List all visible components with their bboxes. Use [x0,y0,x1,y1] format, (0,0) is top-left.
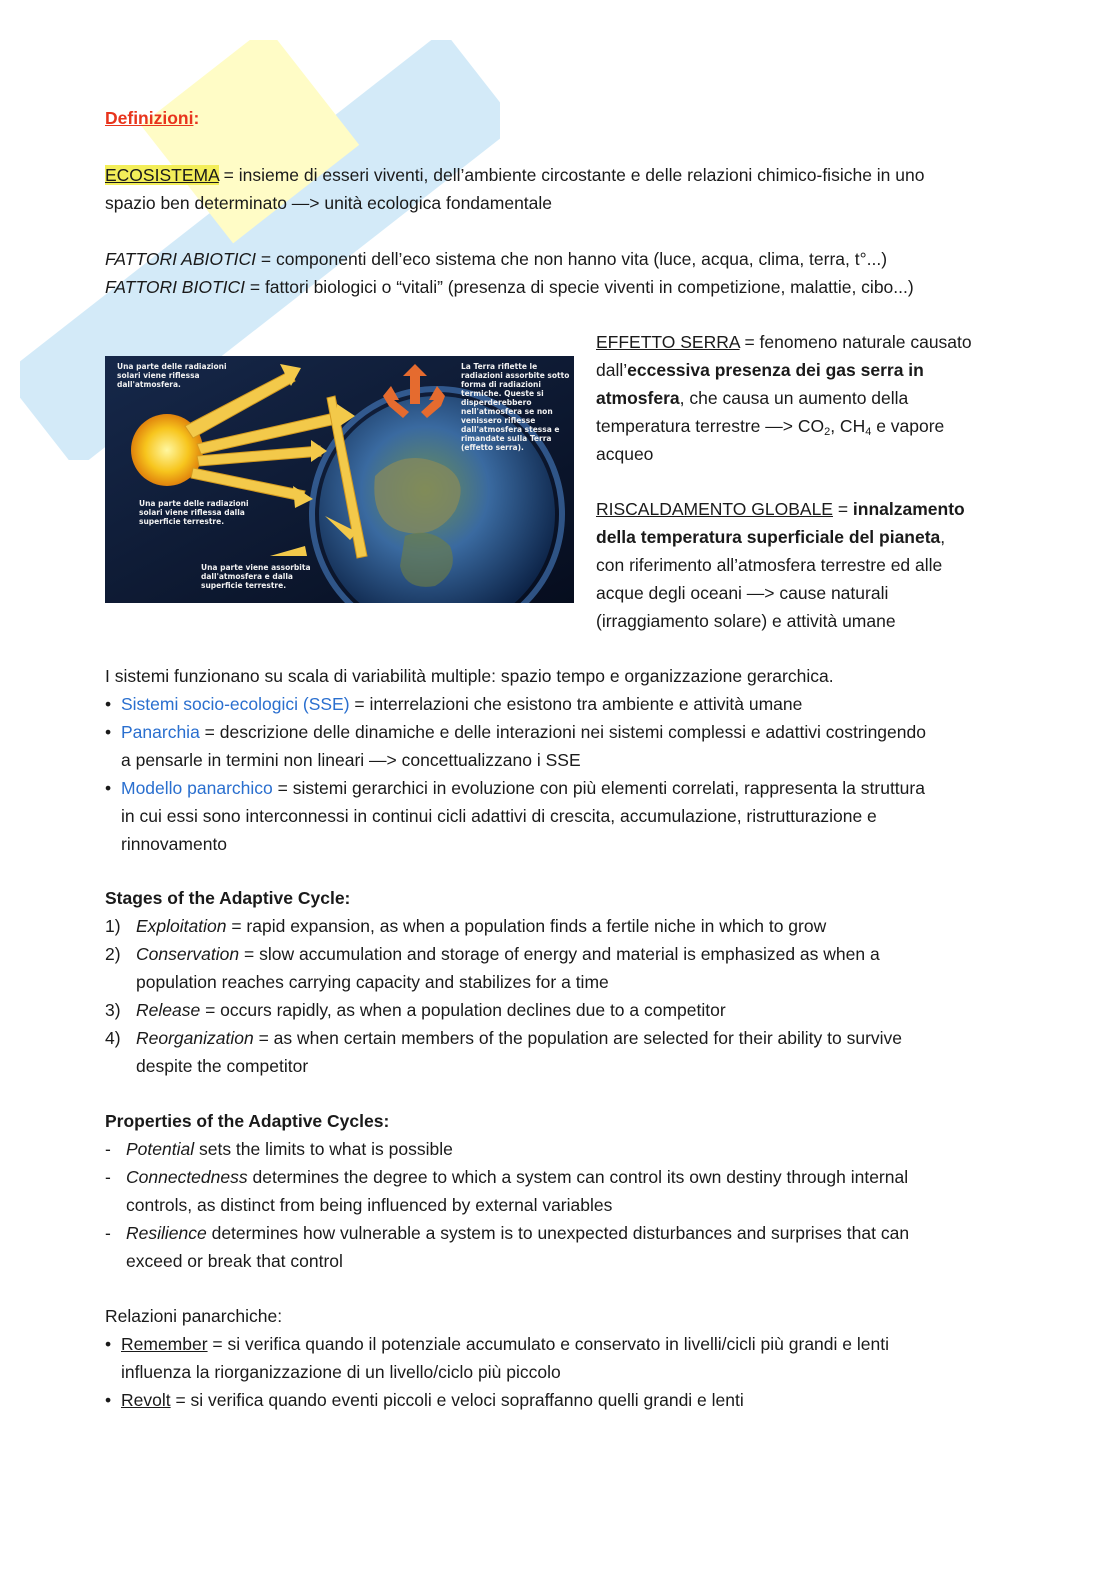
riscaldamento-term: RISCALDAMENTO GLOBALE [596,499,833,519]
dash-icon: - [105,1223,111,1243]
relazioni-list [105,1330,1000,1414]
riscaldamento-globale-definition: RISCALDAMENTO GLOBALE = innalzamento della temperatura superficiale del pianeta, con riferimento all’atmosfera terrestre ed alle acque degli oceani —> cause naturali (irraggiamento solare) e attività umane [596,499,965,631]
fattori-definitions: FATTORI ABIOTICI = componenti dell’eco sistema che non hanno vita (luce, acqua, clima, terra, t°...) FATTORI BIOTICI = fattori biologici o “vitali” (presenza di specie viventi in competizione, malattie, cibo...) [105,249,914,297]
list-item: • Modello panarchico = sistemi gerarchici in evoluzione con più elementi correlati, rappresenta la struttura in cui essi sono interconnessi in continui cicli adattivi di crescita, accumulazione, ristrutturazione e rinnovamento [105,774,1000,858]
sistemi-list [105,690,1000,858]
list-item: 1) Exploitation = rapid expansion, as when a population finds a fertile niche in which to grow [105,916,827,936]
caption-bottom: Una parte viene assorbita dall'atmosfera e dalla superficie terrestre. [201,563,311,590]
relazioni-section [105,1302,1000,1414]
sistemi-section [105,662,1000,858]
list-item: - Potential sets the limits to what is possible [105,1135,1000,1163]
list-item: • Panarchia = descrizione delle dinamiche e delle interazioni nei sistemi complessi e adattivi costringendo a pensarle in termini non lineari —> concettualizzano i SSE [105,718,1000,774]
effetto-serra-definition: EFFETTO SERRA = fenomeno naturale causato dall’eccessiva presenza dei gas serra in atmosfera, che causa un aumento della temperatura terrestre —> $CO_2$, $CH_4$ e vapore acqueo [596,332,972,464]
stages-heading: Stages of the Adaptive Cycle: [105,888,351,908]
page-title: Definizioni: [105,108,200,128]
properties-list [105,1135,1000,1275]
list-item: 3) Release = occurs rapidly, as when a population declines due to a competitor [105,1000,726,1020]
list-item: 4) Reorganization = as when certain members of the population are selected for their ability to survive despite the competitor [105,1028,903,1076]
stages-list [105,912,1000,1080]
list-item: - Connectedness determines the degree to which a system can control its own destiny through internal controls, as distinct from being influenced by external variables [105,1163,1000,1219]
caption-top-right: La Terra riflette le radiazioni assorbite sotto forma di radiazioni termiche. Queste si disperderebbero nell'atmosfera se non venissero riflesse dall'atmosfera stessa e rimandate sulla Terra (effetto serra). [461,362,570,452]
dash-icon: - [105,1167,111,1187]
list-item: • Remember = si verifica quando il potenziale accumulato e conservato in livelli/cicli più grandi e lenti influenza la riorganizzazione di un livello/ciclo più piccolo [105,1330,1000,1386]
bullet-icon: • [105,1390,112,1410]
bullet-icon: • [105,722,112,742]
bullet-icon: • [105,694,112,714]
relazioni-heading: Relazioni panarchiche: [105,1306,283,1326]
list-item: 2) Conservation = slow accumulation and storage of energy and material is emphasized as when a population reaches carrying capacity and stabilizes for a time [105,944,880,992]
properties-section [105,1107,1000,1275]
list-item: • Revolt = si verifica quando eventi piccoli e veloci sopraffanno quelli grandi e lenti [105,1386,1000,1414]
list-item: - Resilience determines how vulnerable a system is to unexpected disturbances and surprises that can exceed or break that control [105,1219,1000,1275]
bullet-icon: • [105,1334,112,1354]
effetto-serra-term: EFFETTO SERRA [596,332,740,352]
bullet-icon: • [105,778,112,798]
ecosistema-definition: ECOSISTEMA = insieme di esseri viventi, dell’ambiente circostante e delle relazioni chimico-fisiche in uno spazio ben determinato —> unità ecologica fondamentale [105,165,925,213]
list-item: • Sistemi socio-ecologici (SSE) = interrelazioni che esistono tra ambiente e attività umane [105,690,1000,718]
stages-section [105,884,1000,1080]
properties-heading: Properties of the Adaptive Cycles: [105,1111,390,1131]
dash-icon: - [105,1139,111,1159]
greenhouse-effect-image [105,356,574,603]
caption-top-left: Una parte delle radiazioni solari viene riflessa dall'atmosfera. [117,362,227,389]
sistemi-intro: I sistemi funzionano su scala di variabilità multiple: spazio tempo e organizzazione gerarchica. [105,666,834,686]
ecosistema-term: ECOSISTEMA [105,165,219,185]
caption-mid-left: Una parte delle radiazioni solari viene riflessa dalla superficie terrestre. [139,499,249,526]
